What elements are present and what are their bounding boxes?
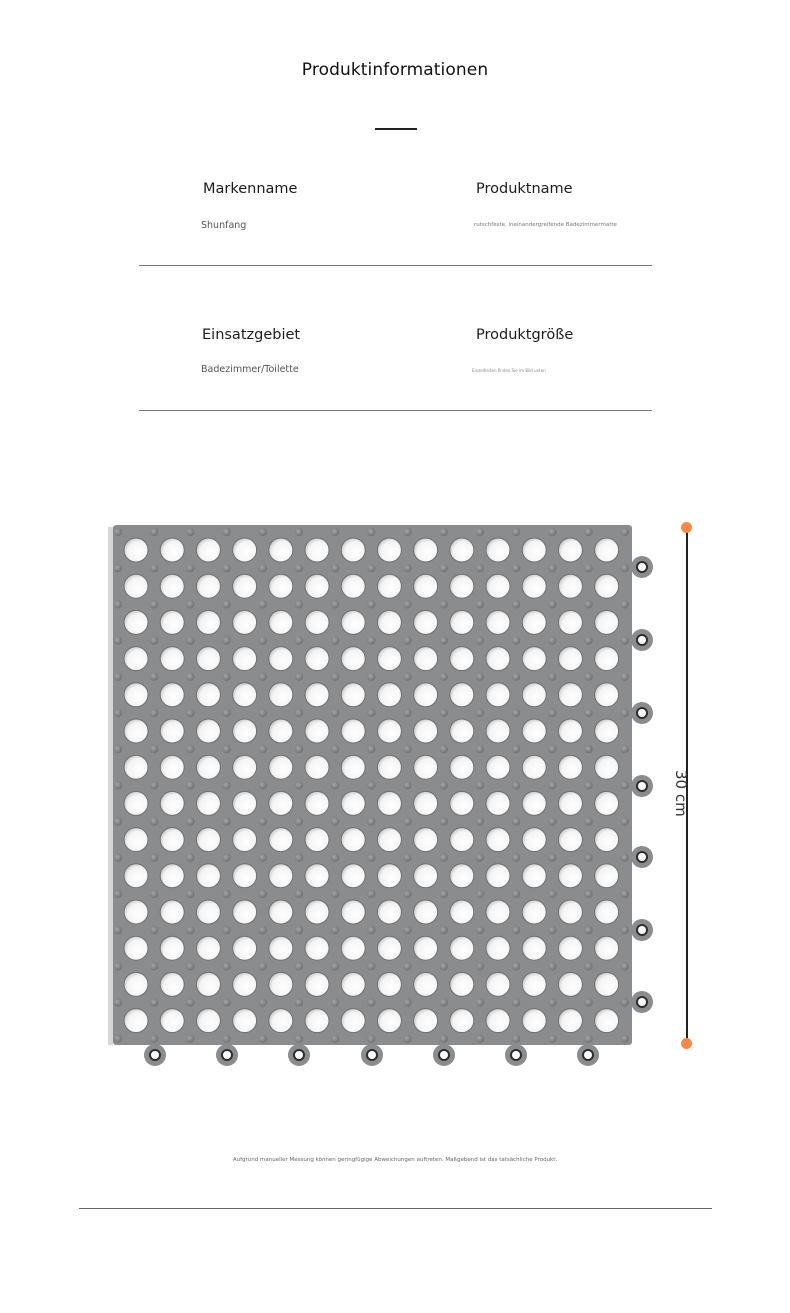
- footer-divider: [79, 1208, 712, 1209]
- measurement-bottom-marker: [681, 1038, 692, 1049]
- measurement-disclaimer: Aufgrund manueller Messung können geringfügige Abweichungen auftreten. Maßgebend ist das tatsächliche Produkt.: [232, 1157, 558, 1163]
- brand-name-value: Shunfang: [201, 220, 247, 231]
- product-size-value: Einzelheiten finden Sie im Bild unten: [472, 368, 546, 373]
- brand-name-label: Markenname: [203, 181, 298, 197]
- product-name-value: rutschfeste, ineinandergreifende Badezimmermatte: [474, 222, 617, 228]
- usage-area-label: Einsatzgebiet: [202, 327, 301, 343]
- page-title: Produktinformationen: [301, 60, 489, 80]
- usage-area-value: Badezimmer/Toilette: [201, 364, 299, 375]
- product-name-label: Produktname: [476, 181, 573, 197]
- measurement-top-marker: [681, 522, 692, 533]
- measurement-label: 30 cm: [672, 770, 690, 817]
- product-size-label: Produktgröße: [476, 327, 574, 343]
